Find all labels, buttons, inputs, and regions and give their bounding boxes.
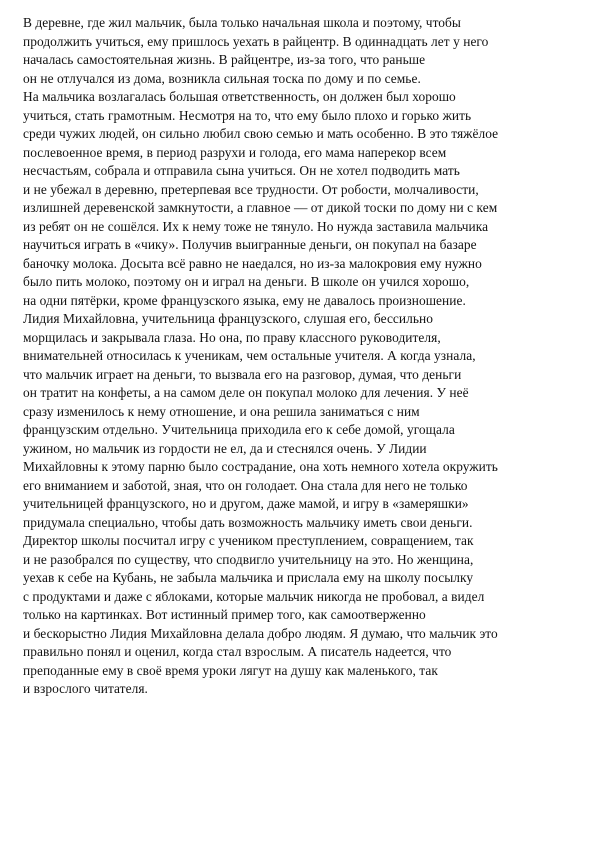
text-line: что мальчик играет на деньги, то вызвала его на разговор, думая, что деньги bbox=[23, 366, 462, 382]
text-line: На мальчика возлагалась большая ответственность, он должен был хорошо bbox=[23, 89, 456, 104]
text-line: морщилась и закрывала глаза. Но она, по праву классного руководителя, bbox=[23, 329, 441, 345]
text-line: и бескорыстно Лидия Михайловна делала добро людям. Я думаю, что мальчик это bbox=[23, 625, 498, 641]
text-line: французским отдельно. Учительница приходила его к себе домой, угощала bbox=[23, 422, 455, 437]
text-line: ужином, но мальчик из гордости не ел, да и стеснялся очень. У Лидии bbox=[23, 440, 427, 456]
text-line: из ребят он не сошёлся. Их к нему тоже не тянуло. Но нужда заставила мальчика bbox=[23, 218, 489, 234]
text-line: с продуктами и даже с яблоками, которые мальчик никогда не пробовал, а видел bbox=[23, 588, 485, 604]
text-line: и не убежал в деревню, претерпевая все трудности. От робости, молчаливости, bbox=[23, 181, 479, 197]
text-line: на одни пятёрки, кроме французского языка, ему не давалось произношение. bbox=[23, 292, 466, 308]
text-line: началась самостоятельная жизнь. В райцентре, из-за того, что раньше bbox=[23, 52, 426, 67]
text-line: В деревне, где жил мальчик, была только начальная школа и поэтому, чтобы bbox=[23, 15, 461, 30]
text-line: учительницей французского, но и другом, даже мамой, и игру в «замеряшки» bbox=[23, 496, 469, 511]
text-line: послевоенное время, в период разрухи и голода, его мама наперекор всем bbox=[23, 144, 447, 160]
text-line: внимательней относилась к ученикам, чем остальные учителя. А когда узнала, bbox=[23, 348, 476, 363]
essay-text bbox=[23, 14, 583, 699]
text-line: он не отлучался из дома, возникла сильная тоска по дому и по семье. bbox=[23, 70, 421, 86]
text-line: правильно понял и оценил, когда стал взрослым. А писатель надеется, что bbox=[23, 644, 452, 659]
text-line: Директор школы посчитал игру с учеником преступлением, совращением, так bbox=[23, 533, 474, 548]
text-line: только на картинках. Вот истинный пример того, как самоотверженно bbox=[23, 607, 426, 622]
text-line: баночку молока. Досыта всё равно не наедался, но из-за малокровия ему нужно bbox=[23, 255, 482, 271]
text-line: излишней деревенской замкнутости, а главное — от дикой тоски по дому ни с кем bbox=[23, 200, 498, 215]
text-line: среди чужих людей, он сильно любил свою семью и мать особенно. В это тяжёлое bbox=[23, 126, 499, 141]
text-line: он тратит на конфеты, а на самом деле он покупал молоко для лечения. У неё bbox=[23, 385, 469, 400]
text-line: его вниманием и заботой, зная, что он голодает. Она стала для него не только bbox=[23, 477, 468, 493]
text-line: и не разобрался по существу, что сподвигло учительницу на это. Но женщина, bbox=[23, 551, 474, 567]
text-line: преподанные ему в своё время уроки лягут на душу как маленького, так bbox=[23, 662, 438, 678]
text-line: научиться играть в «чику». Получив выигранные деньги, он покупал на базаре bbox=[23, 237, 477, 252]
text-line: придумала специально, чтобы дать возможность мальчику иметь свои деньги. bbox=[23, 514, 473, 530]
text-line: продолжить учиться, ему пришлось уехать в райцентр. В одиннадцать лет у него bbox=[23, 33, 489, 49]
text-line: учиться, стать грамотным. Несмотря на то, что ему было плохо и горько жить bbox=[23, 107, 472, 123]
text-line: сразу изменилось к нему отношение, и она решила заниматься с ним bbox=[23, 403, 420, 419]
text-line: несчастьям, собрала и отправила сына учиться. Он не хотел подводить мать bbox=[23, 163, 460, 178]
text-line: Михайловны к этому парню было сострадание, она хоть немного хотела окружить bbox=[23, 459, 498, 474]
text-line: уехав к себе на Кубань, не забыла мальчика и прислала ему на школу посылку bbox=[23, 570, 474, 585]
text-line: Лидия Михайловна, учительница французского, слушая его, бессильно bbox=[23, 311, 433, 326]
text-line: было пить молоко, поэтому он и играл на деньги. В школе он учился хорошо, bbox=[23, 274, 470, 289]
text-line: и взрослого читателя. bbox=[23, 681, 148, 696]
